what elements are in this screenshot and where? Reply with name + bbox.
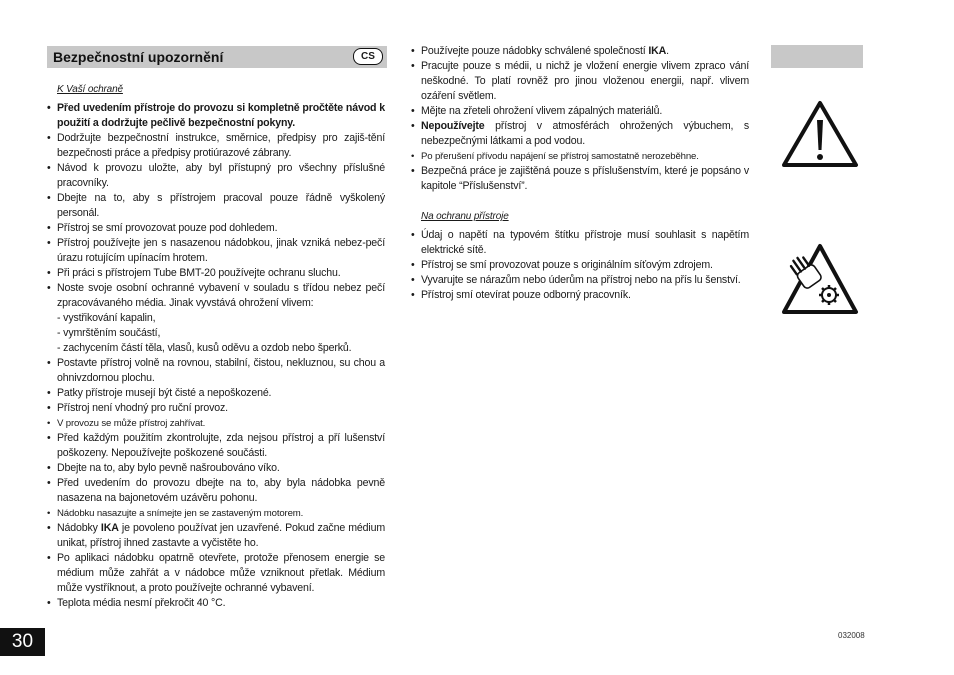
bullet-temperature: • Teplota média nesmí překročit 40 °C. (47, 596, 385, 611)
hand-entanglement-icon (781, 243, 859, 315)
bullet-power-interruption: • Po přerušení přívodu napájení se přístroj samostatně nerozeběhne. (411, 149, 749, 164)
hazard-item: - zachycením částí těla, vlasů, kusů oděvu a ozdob nebo šperků. (57, 342, 352, 354)
bullet-vessel-attached: • Přístroj používejte jen s nasazenou nádobkou, jinak vzniká nebez-pečí úrazu rotujícím upínacím hrotem. (47, 236, 385, 266)
bullet-protective-equipment: • Noste svoje osobní ochranné vybavení v souladu s třídou nebez pečí zpracovávaného média. Jinak vyvstává ohrožení vlivem: (47, 281, 385, 311)
bullet-closed-vessels: • Nádobky IKA je povoleno používat jen uzavřené. Pokud začne médium unikat, přístroj ihned zastavte a vyčistěte ho. (47, 521, 385, 551)
bullet-harmless-media: • Pracujte pouze s médii, u nichž je vložení energie vlivem zpraco vání neškodné. To platí rovněž pro jinou vloženou energii, např. vlivem ozáření světlem. (411, 59, 749, 104)
bullet-bayonet: • Před uvedením do provozu dbejte na to, aby byla nádobka pevně nasazena na bajonetovém uzávěru pohonu. (47, 476, 385, 506)
right-header-bar (771, 45, 863, 68)
warning-triangle-icon (781, 100, 859, 168)
bullet-safety-instructions: • Dodržujte bezpečnostní instrukce, směrnice, předpisy pro zajiš-tění bezpečnosti práce a předpisy protiúrazové zábrany. (47, 131, 385, 161)
bullet-voltage: • Údaj o napětí na typovém štítku přístroje musí souhlasit s napětím elektrické sítě. (411, 228, 749, 258)
bullet-supervision: • Přístroj se smí provozovat pouze pod dohledem. (47, 221, 385, 236)
device-protection-heading: Na ochranu přístroje (421, 211, 509, 222)
bullet-check-damage: • Před každým použitím zkontrolujte, zda nejsou přístroj a pří lušenství poškozeny. Nepoužívejte poškozené součásti. (47, 431, 385, 461)
left-column (47, 82, 385, 611)
bullet-trained-staff: • Dbejte na to, aby s přístrojem pracoval pouze řádně vyškolený personál. (47, 191, 385, 221)
language-badge: CS (353, 48, 383, 65)
bullet-accessories: • Bezpečná práce je zajištěná pouze s příslušenstvím, které je popsáno v kapitole “Příslušenství”. (411, 164, 749, 194)
hazard-item: - vystřikování kapalin, (57, 312, 156, 324)
bullet-read-manual: • Před uvedením přístroje do provozu si kompletně pročtěte návod k použití a dodržujte pečlivě bezpečnostní pokyny. (47, 101, 385, 131)
bullet-motor-stopped: • Nádobku nasazujte a snímejte jen se zastaveným motorem. (47, 506, 385, 521)
bullet-keep-manual: • Návod k provozu uložte, aby byl přístupný pro všechny příslušné pracovníky. (47, 161, 385, 191)
bullet-placement: • Postavte přístroj volně na rovnou, stabilní, čistou, nekluznou, su chou a ohnivzdornou plochu. (47, 356, 385, 386)
bullet-explosive-atmosphere: • Nepoužívejte přístroj v atmosférách ohrožených výbuchem, s nebezpečnými látkami a pod vodou. (411, 119, 749, 149)
bullet-approved-vessels: • Používejte pouze nádobky schválené společností IKA. (411, 44, 749, 59)
page-number: 30 (0, 628, 45, 656)
bullet-avoid-impacts: • Vyvarujte se nárazům nebo úderům na přístroj nebo na přís lu šenství. (411, 273, 749, 288)
section-header (47, 46, 387, 68)
bullet-specialist-open: • Přístroj smí otevírat pouze odborný pracovník. (411, 288, 749, 303)
bullet-open-carefully: • Po aplikaci nádobku opatrně otevřete, protože přenosem energie se médium může zahřát a v nádobce může vzniknout přetlak. Médium může vystříknout, a proto používejte ochranné vybavení. (47, 551, 385, 596)
document-code: 032008 (838, 631, 865, 640)
personal-protection-heading: K Vaší ochraně (57, 84, 123, 95)
bullet-original-power: • Přístroj se smí provozovat pouze s originálním síťovým zdrojem. (411, 258, 749, 273)
bullet-lid-screwed: • Dbejte na to, aby bylo pevně našroubováno víko. (47, 461, 385, 476)
right-column (411, 44, 749, 303)
bullet-not-handheld: • Přístroj není vhodný pro ruční provoz. (47, 401, 385, 416)
section-title: Bezpečnostní upozornění (53, 49, 224, 65)
bullet-flammable: • Mějte na zřeteli ohrožení vlivem zápalných materiálů. (411, 104, 749, 119)
hazard-item: - vymrštěním součástí, (57, 327, 161, 339)
bullet-heating: • V provozu se může přístroj zahřívat. (47, 416, 385, 431)
bullet-hearing-protection: • Při práci s přístrojem Tube BMT-20 používejte ochranu sluchu. (47, 266, 385, 281)
bullet-feet-clean: • Patky přístroje musejí být čisté a nepoškozené. (47, 386, 385, 401)
